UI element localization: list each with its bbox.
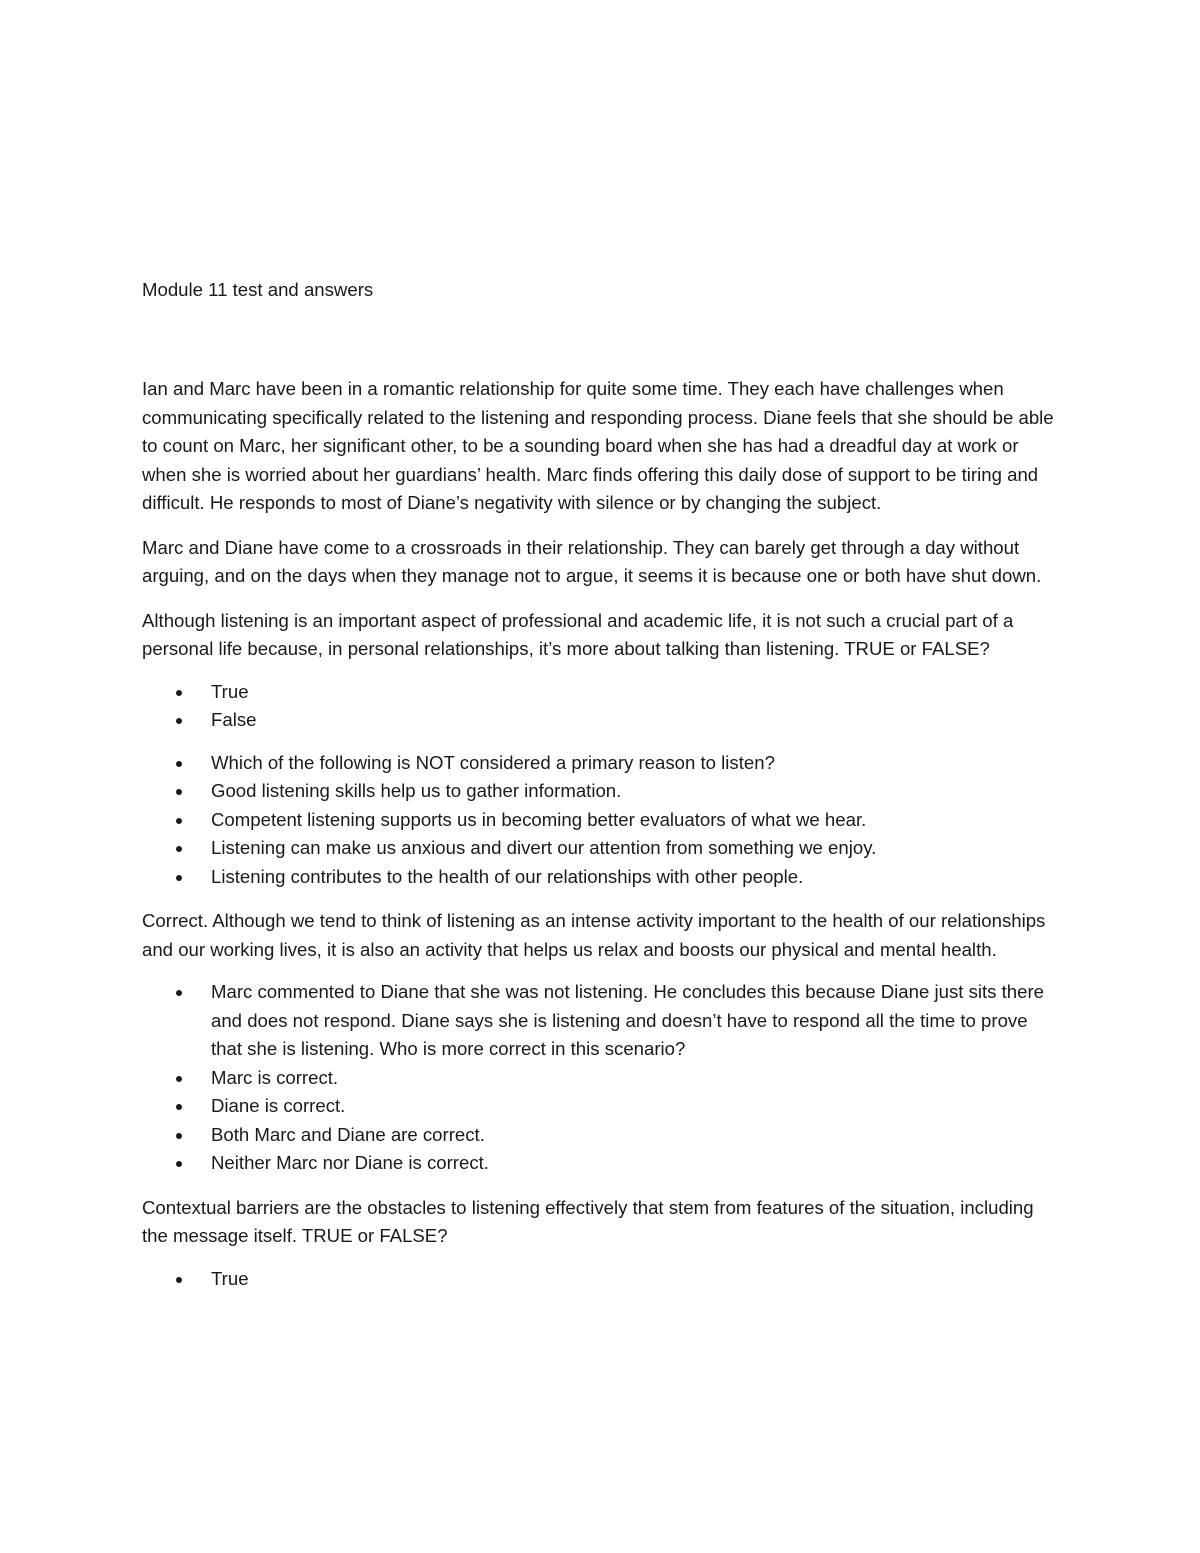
list-item-text: Both Marc and Diane are correct.	[211, 1123, 485, 1145]
bullet-icon	[176, 761, 182, 767]
list-item-text: Which of the following is NOT considered a primary reason to listen?	[211, 751, 775, 773]
bullet-icon	[176, 1104, 182, 1110]
bullet-icon	[176, 1277, 182, 1283]
bullet-icon	[176, 846, 182, 852]
bullet-icon	[176, 818, 182, 824]
list-item	[142, 678, 1057, 707]
list-item-text: Neither Marc nor Diane is correct.	[211, 1152, 489, 1173]
list-item-text: Marc commented to Diane that she was not listening. He concludes this because Diane just sits there and does not respond. Diane says she is listening and doesn’t have to respond all the time to prove that she is listening. Who is more correct in this scenario?	[211, 981, 1045, 1059]
answer-list-4	[142, 1265, 1057, 1294]
bullet-icon	[176, 1133, 182, 1139]
list-item-text: True	[211, 680, 249, 702]
bullet-icon	[176, 990, 182, 996]
answer-list-1	[142, 678, 1057, 735]
bullet-icon	[176, 690, 182, 696]
list-item	[142, 863, 1057, 892]
answer-list-3	[142, 978, 1057, 1178]
list-item-text: True	[211, 1267, 249, 1289]
list-item	[142, 1121, 1057, 1150]
list-item	[142, 806, 1057, 835]
list-item-text: Competent listening supports us in becoming better evaluators of what we hear.	[211, 808, 867, 830]
list-item-text: False	[211, 709, 257, 730]
list-item	[142, 978, 1057, 1064]
list-item-text: Listening contributes to the health of our relationships with other people.	[211, 865, 804, 887]
bullet-icon	[176, 718, 182, 724]
bullet-icon	[176, 1076, 182, 1082]
list-item-text: Listening can make us anxious and divert our attention from something we enjoy.	[211, 837, 877, 858]
scenario-paragraph-2: Marc and Diane have come to a crossroads in their relationship. They can barely get through a day without arguing, and on the days when they manage not to argue, it seems it is because one or both have shut down.	[142, 536, 1042, 586]
list-item	[142, 706, 1057, 735]
question-contextual-barriers: Contextual barriers are the obstacles to listening effectively that stem from features of the situation, including the message itself. TRUE or FALSE?	[142, 1196, 1034, 1246]
correct-explanation: Correct. Although we tend to think of listening as an intense activity important to the health of our relationships and our working lives, it is also an activity that helps us relax and boosts our physical and mental health.	[142, 910, 1046, 960]
document-title: Module 11 test and answers	[142, 279, 374, 300]
list-item	[142, 1064, 1057, 1093]
list-item	[142, 1149, 1057, 1178]
list-item	[142, 1092, 1057, 1121]
list-item-text: Marc is correct.	[211, 1066, 339, 1088]
bullet-icon	[176, 1161, 182, 1167]
list-item	[142, 1265, 1057, 1294]
list-item	[142, 834, 1057, 863]
list-item	[142, 777, 1057, 806]
answer-list-2	[142, 749, 1057, 892]
bullet-icon	[176, 875, 182, 881]
list-item-text: Diane is correct.	[211, 1095, 346, 1116]
list-item-text: Good listening skills help us to gather information.	[211, 780, 622, 801]
scenario-paragraph-1: Ian and Marc have been in a romantic relationship for quite some time. They each have challenges when communicating specifically related to the listening and responding process. Diane feels that she should be able to count on Marc, her significant other, to be a sounding board when she has had a dreadful day at work or when she is worried about her guardians’ health. Marc finds offering this daily dose of support to be tiring and difficult. He responds to most of Diane’s negativity with silence or by changing the subject.	[142, 378, 1054, 513]
list-item	[142, 749, 1057, 778]
bullet-icon	[176, 789, 182, 795]
question-listening-personal: Although listening is an important aspect of professional and academic life, it is not such a crucial part of a personal life because, in personal relationships, it’s more about talking than listening. TRUE or FALSE?	[142, 609, 1014, 659]
document-page	[142, 276, 1057, 1293]
